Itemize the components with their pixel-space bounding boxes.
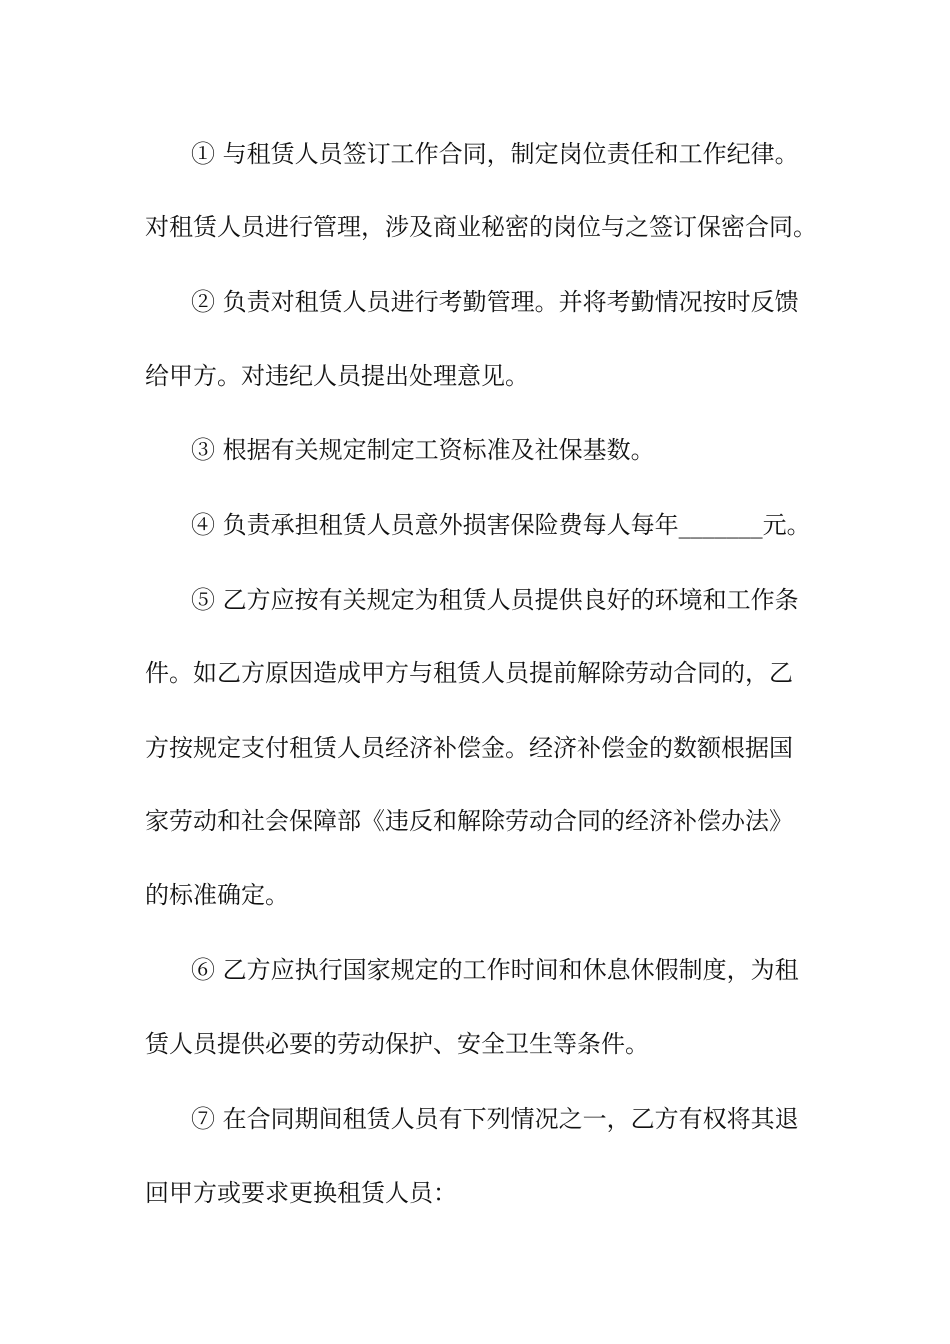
paragraph-line: 给甲方。对违纪人员提出处理意见。 (145, 362, 529, 390)
paragraph-line: ② 负责对租赁人员进行考勤管理。并将考勤情况按时反馈 (191, 288, 799, 316)
paragraph-line: 的标准确定。 (145, 881, 289, 909)
paragraph-line: ① 与租赁人员签订工作合同，制定岗位责任和工作纪律。 (191, 140, 799, 168)
paragraph-line: 方按规定支付租赁人员经济补偿金。经济补偿金的数额根据国 (145, 734, 793, 762)
paragraph-line: 件。如乙方原因造成甲方与租赁人员提前解除劳动合同的，乙 (145, 659, 793, 687)
paragraph-line: ⑤ 乙方应按有关规定为租赁人员提供良好的环境和工作条 (191, 586, 799, 614)
paragraph-line: ④ 负责承担租赁人员意外损害保险费每人每年_______元。 (191, 511, 811, 539)
paragraph-line: 回甲方或要求更换租赁人员： (145, 1179, 457, 1207)
paragraph-line: 对租赁人员进行管理，涉及商业秘密的岗位与之签订保密合同。 (145, 213, 817, 241)
paragraph-line: 家劳动和社会保障部《违反和解除劳动合同的经济补偿办法》 (145, 807, 793, 835)
paragraph-line: ⑦ 在合同期间租赁人员有下列情况之一，乙方有权将其退 (191, 1105, 799, 1133)
paragraph-line: ⑥ 乙方应执行国家规定的工作时间和休息休假制度，为租 (191, 956, 799, 984)
paragraph-line: ③ 根据有关规定制定工资标准及社保基数。 (191, 436, 655, 464)
paragraph-line: 赁人员提供必要的劳动保护、安全卫生等条件。 (145, 1030, 649, 1058)
